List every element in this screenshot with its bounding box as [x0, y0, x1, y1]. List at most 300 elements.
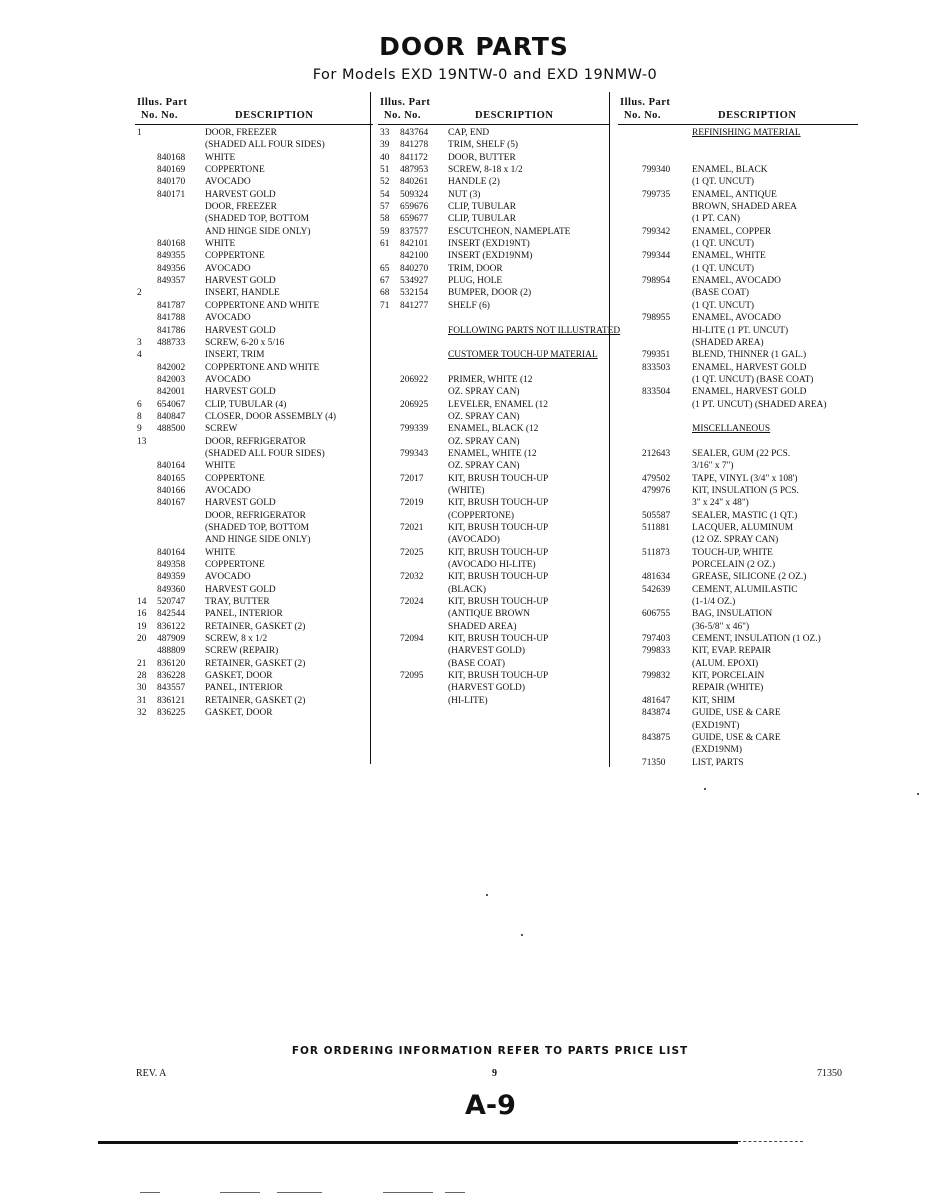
part-description: (1 PT. UNCUT) (SHADED AREA) [692, 399, 827, 410]
part-description: (1 QT. UNCUT) [692, 239, 755, 250]
parts-row [618, 238, 858, 250]
part-description: 3/16" x 7") [692, 461, 734, 472]
scan-speck [917, 793, 919, 795]
part-description: (SHADED TOP, BOTTOM [205, 214, 309, 225]
part-description: HARVEST GOLD [205, 325, 276, 336]
part-number: 659676 [400, 202, 429, 213]
page-number: 9 [492, 1068, 497, 1079]
part-description: PLUG, HOLE [448, 276, 503, 287]
part-description: CLIP, TUBULAR [448, 214, 517, 225]
part-description: SCREW, 6-20 x 5/16 [205, 337, 285, 348]
parts-row [378, 695, 610, 707]
section-heading-row [618, 127, 858, 139]
part-description: HANDLE (2) [448, 177, 500, 188]
part-description: GASKET, DOOR [205, 671, 273, 682]
parts-row [135, 176, 373, 188]
part-description: WHITE [205, 239, 236, 250]
parts-row [135, 695, 373, 707]
part-number: 488500 [157, 424, 186, 435]
section-heading: CUSTOMER TOUCH-UP MATERIAL [448, 350, 598, 361]
parts-row [618, 399, 858, 411]
parts-row [135, 621, 373, 633]
part-description: CEMENT, ALUMILASTIC [692, 584, 798, 595]
part-number: 520747 [157, 597, 186, 608]
illus-number: 67 [380, 276, 390, 287]
parts-row [618, 164, 858, 176]
parts-row [378, 682, 610, 694]
part-description: (SHADED TOP, BOTTOM [205, 523, 309, 533]
parts-row [378, 213, 610, 225]
part-number: 532154 [400, 288, 429, 299]
parts-row [378, 485, 610, 497]
part-number: 799342 [642, 226, 671, 237]
header-no-no: No. No. [384, 110, 422, 121]
part-description: KIT, BRUSH TOUCH-UP [448, 547, 549, 558]
parts-row [135, 164, 373, 176]
part-description: LACQUER, ALUMINUM [692, 523, 794, 533]
part-number: 71350 [642, 757, 666, 768]
parts-row [618, 374, 858, 386]
part-description: AND HINGE SIDE ONLY) [205, 226, 311, 237]
illus-number: 2 [137, 288, 142, 299]
part-description: SHADED AREA) [448, 621, 517, 632]
part-description: (ALUM. EPOXI) [692, 658, 759, 669]
part-description: AVOCADO [205, 263, 251, 274]
parts-row [135, 337, 373, 349]
scan-artifact [140, 1192, 160, 1193]
part-number: 842101 [400, 239, 429, 250]
part-description: CLIP, TUBULAR [448, 202, 517, 213]
part-number: 479976 [642, 485, 671, 496]
parts-row [378, 201, 610, 213]
parts-row [618, 287, 858, 299]
part-description: AND HINGE SIDE ONLY) [205, 535, 311, 546]
parts-row [618, 275, 858, 287]
part-description: (1 PT. CAN) [692, 214, 740, 225]
part-number: 836228 [157, 671, 186, 682]
illus-number: 14 [137, 597, 147, 608]
part-number: 840164 [157, 547, 186, 558]
part-number: 72017 [400, 473, 424, 484]
part-description: KIT, EVAP. REPAIR [692, 646, 772, 657]
part-description: LEVELER, ENAMEL (12 [448, 399, 548, 410]
part-number: 797403 [642, 634, 671, 645]
models-subtitle: For Models EXD 19NTW-0 and EXD 19NMW-0 [312, 67, 658, 83]
parts-row [618, 411, 858, 423]
part-description: HARVEST GOLD [205, 276, 276, 287]
parts-row [378, 362, 610, 374]
part-description: (WHITE) [448, 485, 485, 496]
parts-row [618, 645, 858, 657]
part-description: OZ. SPRAY CAN) [448, 411, 520, 422]
parts-row [618, 448, 858, 460]
part-description: CLIP, TUBULAR (4) [205, 399, 287, 410]
part-number: 481647 [642, 695, 671, 706]
part-number: 799833 [642, 646, 671, 657]
part-number: 840167 [157, 498, 186, 509]
column-divider [609, 92, 610, 767]
parts-row [378, 139, 610, 151]
parts-row [618, 312, 858, 324]
part-description: INSERT (EXD19NM) [448, 251, 533, 262]
parts-row [378, 596, 610, 608]
parts-row [378, 152, 610, 164]
part-description: (SHADED ALL FOUR SIDES) [205, 140, 325, 151]
part-description: BROWN, SHADED AREA [692, 202, 797, 213]
part-description: PANEL, INTERIOR [205, 609, 283, 620]
parts-row [135, 189, 373, 201]
part-number: 849357 [157, 276, 186, 287]
part-number: 849356 [157, 263, 186, 274]
part-description: ENAMEL, AVOCADO [692, 313, 781, 324]
part-description: DOOR, BUTTER [448, 152, 516, 163]
parts-row [618, 658, 858, 670]
parts-row [135, 238, 373, 250]
parts-row [378, 312, 610, 324]
parts-row [378, 337, 610, 349]
illus-number: 61 [380, 239, 390, 250]
part-description: KIT, BRUSH TOUCH-UP [448, 572, 549, 583]
part-description: COPPERTONE [205, 560, 265, 571]
parts-row [378, 386, 610, 398]
revision-label: REV. A [136, 1068, 167, 1079]
parts-row [135, 362, 373, 374]
parts-row [135, 399, 373, 411]
part-description: (1-1/4 OZ.) [692, 597, 736, 608]
parts-row [618, 547, 858, 559]
part-description: (HARVEST GOLD) [448, 646, 525, 657]
part-number: 840168 [157, 152, 186, 163]
part-description: SEALER, GUM (22 PCS. [692, 448, 791, 459]
scan-artifact [383, 1192, 433, 1193]
section-heading-row [378, 349, 610, 361]
part-description: COPPERTONE AND WHITE [205, 300, 320, 311]
parts-row [135, 559, 373, 571]
part-number: 72019 [400, 498, 424, 509]
parts-row [135, 287, 373, 299]
parts-row [378, 547, 610, 559]
parts-row [618, 670, 858, 682]
parts-row [135, 658, 373, 670]
part-number: 841277 [400, 300, 429, 311]
part-description: KIT, BRUSH TOUCH-UP [448, 498, 549, 509]
part-number: 72021 [400, 523, 424, 533]
part-description: DOOR, REFRIGERATOR [205, 436, 306, 447]
section-heading: REFINISHING MATERIAL [692, 128, 801, 138]
part-description: NUT (3) [448, 189, 481, 200]
illus-number: 16 [137, 609, 147, 620]
part-description: ENAMEL, BLACK [692, 165, 768, 176]
part-description: SCREW, 8 x 1/2 [205, 634, 268, 645]
part-description: 3" x 24" x 48") [692, 498, 749, 509]
parts-row [135, 633, 373, 645]
part-description: (1 QT. UNCUT) (BASE COAT) [692, 374, 814, 385]
parts-row [135, 510, 373, 522]
parts-row [135, 645, 373, 657]
parts-row [135, 670, 373, 682]
part-number: 840169 [157, 165, 186, 176]
part-number: 654067 [157, 399, 186, 410]
parts-row [618, 226, 858, 238]
part-number: 840166 [157, 485, 186, 496]
part-description: BAG, INSULATION [692, 609, 773, 620]
parts-row [378, 670, 610, 682]
parts-row [378, 263, 610, 275]
illus-number: 54 [380, 189, 390, 200]
header-description: DESCRIPTION [718, 110, 797, 121]
parts-row [618, 473, 858, 485]
part-description: AVOCADO [205, 485, 251, 496]
illus-number: 28 [137, 671, 147, 682]
illus-number: 58 [380, 214, 390, 225]
part-number: 488809 [157, 646, 186, 657]
parts-row [135, 152, 373, 164]
bottom-rule [98, 1141, 738, 1144]
part-number: 659677 [400, 214, 429, 225]
part-number: 849355 [157, 251, 186, 262]
parts-row [135, 707, 373, 719]
parts-row [135, 608, 373, 620]
part-description: HARVEST GOLD [205, 498, 276, 509]
column-header [135, 95, 373, 127]
part-description: DOOR, FREEZER [205, 128, 277, 138]
parts-row [618, 732, 858, 744]
part-description: (BLACK) [448, 584, 487, 595]
part-description: COPPERTONE [205, 473, 265, 484]
part-description: WHITE [205, 461, 236, 472]
part-description: CAP, END [448, 128, 490, 138]
parts-row [378, 559, 610, 571]
part-description: TAPE, VINYL (3/4" x 108') [692, 473, 798, 484]
scan-artifact [220, 1192, 260, 1193]
part-description: KIT, INSULATION (5 PCS. [692, 485, 799, 496]
parts-row [378, 226, 610, 238]
part-description: ENAMEL, HARVEST GOLD [692, 362, 807, 373]
parts-row [618, 682, 858, 694]
parts-row [135, 213, 373, 225]
header-illus-part: Illus. Part [380, 97, 431, 108]
parts-row [618, 349, 858, 361]
illus-number: 13 [137, 436, 147, 447]
part-number: 836225 [157, 708, 186, 719]
part-number: 488733 [157, 337, 186, 348]
illus-number: 57 [380, 202, 390, 213]
illus-number: 3 [137, 337, 142, 348]
parts-row [135, 250, 373, 262]
parts-row [135, 139, 373, 151]
part-number: 505587 [642, 510, 671, 521]
section-heading: MISCELLANEOUS [692, 424, 771, 435]
parts-row [135, 522, 373, 534]
parts-row [135, 584, 373, 596]
part-number: 606755 [642, 609, 671, 620]
parts-row [618, 633, 858, 645]
part-description: TRIM, DOOR [448, 263, 503, 274]
part-description: HI-LITE (1 PT. UNCUT) [692, 325, 789, 336]
part-number: 72025 [400, 547, 424, 558]
part-description: REPAIR (WHITE) [692, 683, 764, 694]
part-description: TRAY, BUTTER [205, 597, 270, 608]
parts-row [378, 250, 610, 262]
part-description: AVOCADO [205, 374, 251, 385]
parts-row [378, 436, 610, 448]
parts-column-2 [378, 95, 621, 707]
part-number: 840270 [400, 263, 429, 274]
part-description: LIST, PARTS [692, 757, 744, 768]
part-description: GASKET, DOOR [205, 708, 273, 719]
parts-row [135, 386, 373, 398]
part-number: 841786 [157, 325, 186, 336]
parts-row [378, 497, 610, 509]
parts-row [378, 300, 610, 312]
illus-number: 59 [380, 226, 390, 237]
column-header [618, 95, 858, 127]
part-description: CLOSER, DOOR ASSEMBLY (4) [205, 411, 337, 422]
part-description: (1 QT. UNCUT) [692, 177, 755, 188]
part-description: (EXD19NM) [692, 745, 742, 756]
illus-number: 30 [137, 683, 147, 694]
part-number: 799343 [400, 448, 429, 459]
part-description: (EXD19NT) [692, 720, 740, 731]
part-number: 799351 [642, 350, 671, 361]
part-number: 840171 [157, 189, 186, 200]
ordering-note: FOR ORDERING INFORMATION REFER TO PARTS PRICE LIST [291, 1045, 689, 1057]
header-no-no: No. No. [624, 110, 662, 121]
parts-row [618, 201, 858, 213]
illus-number: 4 [137, 350, 142, 361]
parts-row [618, 325, 858, 337]
parts-row [135, 349, 373, 361]
part-number: 798955 [642, 313, 671, 324]
part-number: 511873 [642, 547, 670, 558]
illus-number: 52 [380, 177, 390, 188]
part-description: COPPERTONE AND WHITE [205, 362, 320, 373]
part-description: TOUCH-UP, WHITE [692, 547, 773, 558]
parts-row [135, 596, 373, 608]
parts-row [135, 325, 373, 337]
part-description: ENAMEL, HARVEST GOLD [692, 387, 807, 398]
part-description: DOOR, FREEZER [205, 202, 277, 213]
part-description: ENAMEL, AVOCADO [692, 276, 781, 287]
illus-number: 8 [137, 411, 142, 422]
part-number: 534927 [400, 276, 429, 287]
part-description: INSERT, HANDLE [205, 288, 280, 299]
section-heading-row [378, 325, 621, 337]
part-number: 481634 [642, 572, 671, 583]
part-description: TRIM, SHELF (5) [448, 140, 519, 151]
part-number: 837577 [400, 226, 429, 237]
parts-row [135, 127, 373, 139]
column-header [378, 95, 610, 127]
parts-row [378, 645, 610, 657]
parts-row [378, 238, 610, 250]
parts-row [378, 374, 610, 386]
scan-artifact [277, 1192, 322, 1193]
part-description: (COPPERTONE) [448, 510, 514, 521]
parts-row [618, 263, 858, 275]
parts-column-3 [618, 95, 858, 769]
part-number: 842544 [157, 609, 186, 620]
parts-row [618, 152, 858, 164]
parts-row [135, 534, 373, 546]
part-description: ENAMEL, WHITE [692, 251, 766, 262]
parts-row [618, 695, 858, 707]
parts-row [135, 374, 373, 386]
part-number: 840168 [157, 239, 186, 250]
part-number: 206925 [400, 399, 429, 410]
part-description: RETAINER, GASKET (2) [205, 621, 306, 632]
illus-number: 71 [380, 300, 390, 311]
illus-number: 39 [380, 140, 390, 151]
parts-row [378, 633, 610, 645]
part-number: 799832 [642, 671, 671, 682]
parts-row [618, 300, 858, 312]
header-rule [378, 124, 610, 125]
part-description: ENAMEL, COPPER [692, 226, 772, 237]
part-number: 836122 [157, 621, 186, 632]
part-description: SCREW, 8-18 x 1/2 [448, 165, 523, 176]
part-number: 206922 [400, 374, 429, 385]
part-description: ESCUTCHEON, NAMEPLATE [448, 226, 571, 237]
parts-row [618, 485, 858, 497]
parts-row [135, 436, 373, 448]
part-number: 836121 [157, 695, 186, 706]
parts-row [135, 411, 373, 423]
header-description: DESCRIPTION [235, 110, 314, 121]
part-description: (36-5/8" x 46") [692, 621, 750, 632]
part-description: INSERT (EXD19NT) [448, 239, 530, 250]
part-description: WHITE [205, 152, 236, 163]
part-description: BUMPER, DOOR (2) [448, 288, 532, 299]
part-description: ENAMEL, WHITE (12 [448, 448, 537, 459]
part-number: 799344 [642, 251, 671, 262]
parts-row [378, 658, 610, 670]
part-number: 843875 [642, 732, 671, 743]
scan-speck [486, 894, 488, 896]
part-number: 798954 [642, 276, 671, 287]
parts-row [618, 337, 858, 349]
illus-number: 65 [380, 263, 390, 274]
parts-row [618, 559, 858, 571]
part-description: HARVEST GOLD [205, 584, 276, 595]
part-description: KIT, SHIM [692, 695, 736, 706]
illus-number: 32 [137, 708, 147, 719]
part-number: 841278 [400, 140, 429, 151]
part-number: 799340 [642, 165, 671, 176]
illus-number: 1 [137, 128, 142, 138]
illus-number: 40 [380, 152, 390, 163]
part-number: 840170 [157, 177, 186, 188]
parts-row [135, 201, 373, 213]
parts-row [378, 423, 610, 435]
illus-number: 19 [137, 621, 147, 632]
part-description: KIT, BRUSH TOUCH-UP [448, 634, 549, 645]
part-description: SEALER, MASTIC (1 QT.) [692, 510, 798, 521]
parts-row [618, 534, 858, 546]
part-description: (BASE COAT) [448, 658, 506, 669]
parts-row [378, 275, 610, 287]
parts-row [618, 497, 858, 509]
header-rule [618, 124, 858, 125]
part-description: KIT, PORCELAIN [692, 671, 765, 682]
part-number: 840164 [157, 461, 186, 472]
illus-number: 68 [380, 288, 390, 299]
part-number: 72094 [400, 634, 424, 645]
part-description: BLEND, THINNER (1 GAL.) [692, 350, 807, 361]
section-heading: FOLLOWING PARTS NOT ILLUSTRATED [448, 325, 621, 336]
part-description: COPPERTONE [205, 165, 265, 176]
column-divider [370, 92, 371, 764]
